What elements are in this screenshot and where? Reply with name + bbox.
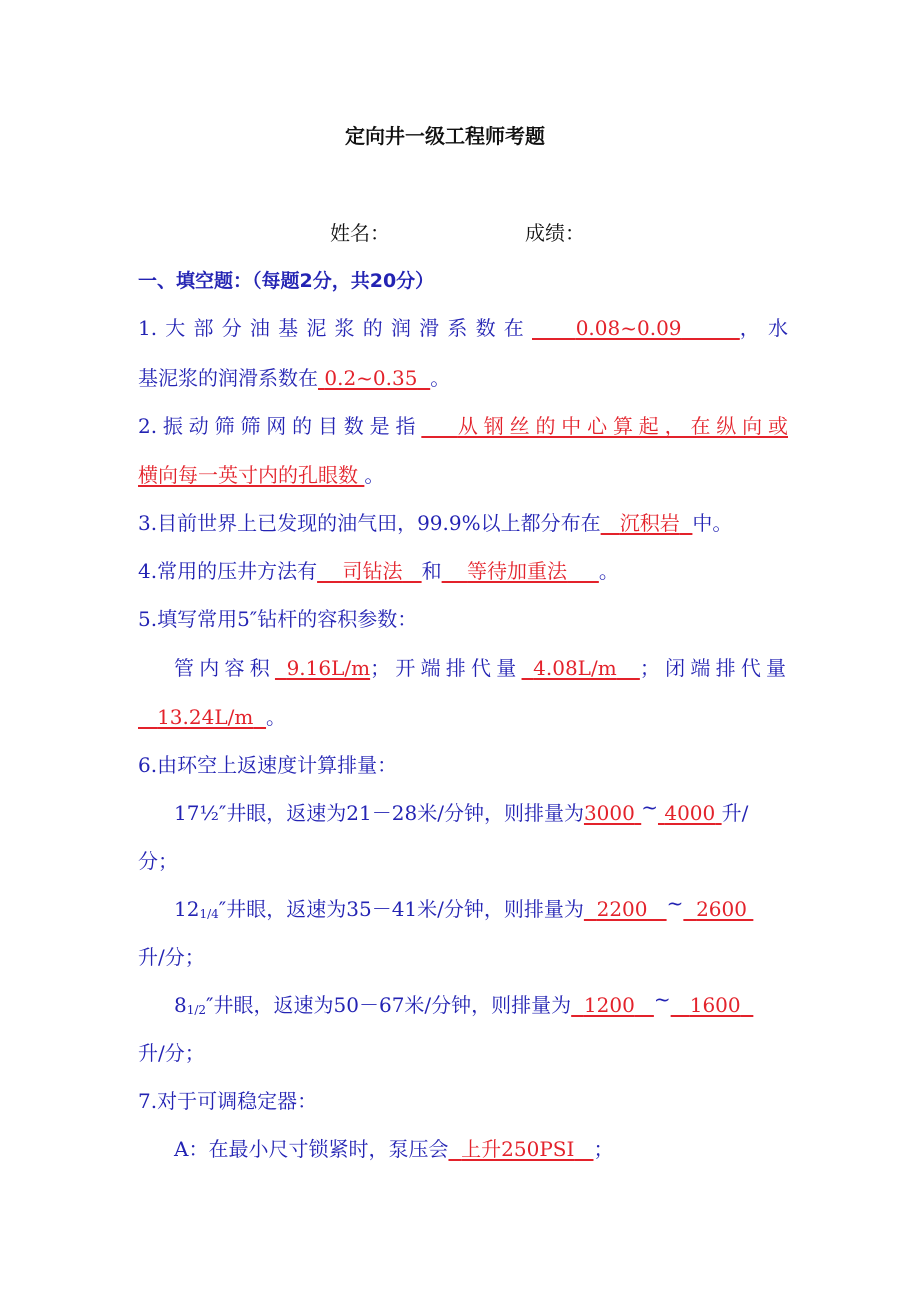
answer-2-2: 横向每一英寸内的孔眼数: [138, 463, 358, 487]
answer-blank: [275, 656, 287, 680]
row-3-text: 井眼，返速为50－67米/分钟，则排量为: [213, 993, 572, 1017]
question-6: 6.由环空上返速度计算排量：: [138, 753, 398, 777]
answer-blank: [671, 993, 690, 1017]
answer-blank: [682, 316, 740, 340]
question-2-end: 。: [364, 463, 385, 487]
question-1-line-2: [138, 365, 450, 391]
row-2-text: 井眼，返速为35－41米/分钟，则排量为: [226, 897, 584, 921]
question-4-and: 和: [421, 559, 442, 583]
question-3-text: 3.目前世界上已发现的油气田，99.9%以上都分布在: [138, 511, 601, 535]
answer-6-1-high: 4000: [664, 801, 716, 825]
answer-6-3-high: 1600: [689, 993, 741, 1017]
answer-blank: [648, 897, 667, 921]
answer-2-1: 从钢丝的中心算起，在纵向或: [457, 414, 788, 438]
question-5-line-3: [138, 704, 286, 730]
answer-7-a: 上升250PSI: [461, 1137, 575, 1161]
hole-size-17-5: 17½″: [174, 801, 227, 825]
size-main: 12: [174, 897, 200, 921]
question-2-line-2: [138, 462, 384, 488]
answer-blank: [747, 897, 753, 921]
answer-blank: [448, 1137, 461, 1161]
question-7-a: [174, 1136, 613, 1162]
answer-1-2: 0.2~0.35: [324, 366, 418, 390]
answer-blank: [442, 559, 467, 583]
row-1-unit: 升/: [721, 801, 749, 825]
question-3-end: 中。: [692, 511, 733, 535]
answer-blank: [584, 897, 597, 921]
answer-3: 沉积岩: [619, 511, 680, 535]
question-6-row-2-cont: 升/分；: [138, 945, 205, 969]
section-heading: 一、填空题：（每题2分，共20分）: [138, 270, 435, 292]
question-6-row-1: [174, 795, 749, 826]
answer-6-1-low: 3000: [583, 801, 635, 825]
question-1-text-c: 基泥浆的润滑系数在: [138, 366, 318, 390]
tilde: ~: [641, 795, 658, 819]
answer-6-2-high: 2600: [696, 897, 747, 921]
size-fraction: 1/2: [186, 1003, 207, 1017]
answer-blank: [421, 414, 458, 438]
answer-blank: [138, 705, 157, 729]
tilde: ~: [666, 891, 684, 915]
answer-blank: [567, 559, 599, 583]
row-1-text: 井眼，返速为21－28米/分钟，则排量为: [226, 801, 584, 825]
answer-blank: [617, 656, 640, 680]
tilde: ~: [653, 987, 671, 1011]
answer-blank: [574, 1137, 593, 1161]
answer-blank: [601, 511, 620, 535]
open-end-label: ；开端排代量: [370, 656, 522, 680]
answer-blank: [417, 366, 430, 390]
answer-blank: [741, 993, 754, 1017]
answer-blank: [571, 993, 584, 1017]
question-6-row-2: [174, 891, 753, 925]
hole-size-8-5: [174, 993, 214, 1017]
question-1-text-b: ，水: [739, 316, 789, 340]
size-mark: ″: [218, 897, 227, 921]
closed-end-label: ；闭端排代量: [639, 656, 787, 680]
question-5-end: 。: [266, 705, 287, 729]
answer-5-1: 9.16L/m: [286, 656, 371, 680]
name-label: 姓名：: [330, 221, 390, 245]
hole-size-12-25: [174, 897, 226, 921]
question-4-end: 。: [598, 559, 619, 583]
answer-blank: [680, 511, 693, 535]
question-5-line-2: [174, 655, 786, 681]
question-3: [138, 510, 732, 536]
question-5: 5.填写常用5″钻杆的容积参数：: [138, 607, 418, 631]
question-6-row-3: [174, 987, 753, 1021]
answer-6-3-low: 1200: [583, 993, 635, 1017]
question-7: 7.对于可调稳定器：: [138, 1089, 318, 1113]
answer-blank: [403, 559, 422, 583]
size-fraction: 1/4: [199, 907, 219, 921]
question-6-row-3-cont: 升/分；: [138, 1041, 205, 1065]
question-2-line-1: [138, 413, 788, 439]
question-4: [138, 558, 619, 584]
question-7-a-text: A：在最小尺寸锁紧时，泵压会: [174, 1137, 449, 1161]
question-2-text: 2.振动筛筛网的目数是指: [138, 414, 422, 438]
answer-1-1: 0.08~0.09: [575, 316, 682, 340]
answer-4-2: 等待加重法: [467, 559, 568, 583]
size-mark: ″: [206, 993, 214, 1017]
question-1-end: 。: [430, 366, 451, 390]
answer-blank: [683, 897, 696, 921]
size-main: 8: [174, 993, 187, 1017]
answer-blank: [522, 656, 534, 680]
question-1-text: 1.大部分油基泥浆的润滑系数在: [138, 316, 532, 340]
score-label: 成绩：: [525, 221, 585, 245]
answer-4-1: 司钻法: [342, 559, 403, 583]
question-6-row-1-cont: 分；: [138, 849, 178, 873]
inner-volume-label: 管内容积: [174, 656, 275, 680]
page-title: 定向井一级工程师考题: [345, 124, 545, 148]
answer-5-3: 13.24L/m: [157, 705, 254, 729]
answer-blank: [317, 559, 342, 583]
question-7-a-end: ；: [593, 1137, 614, 1161]
question-4-text: 4.常用的压井方法有: [138, 559, 318, 583]
question-1-line-1: [138, 315, 788, 341]
answer-blank: [253, 705, 266, 729]
answer-blank: [635, 993, 654, 1017]
answer-5-2: 4.08L/m: [533, 656, 617, 680]
answer-blank: [532, 316, 576, 340]
answer-6-2-low: 2200: [596, 897, 648, 921]
